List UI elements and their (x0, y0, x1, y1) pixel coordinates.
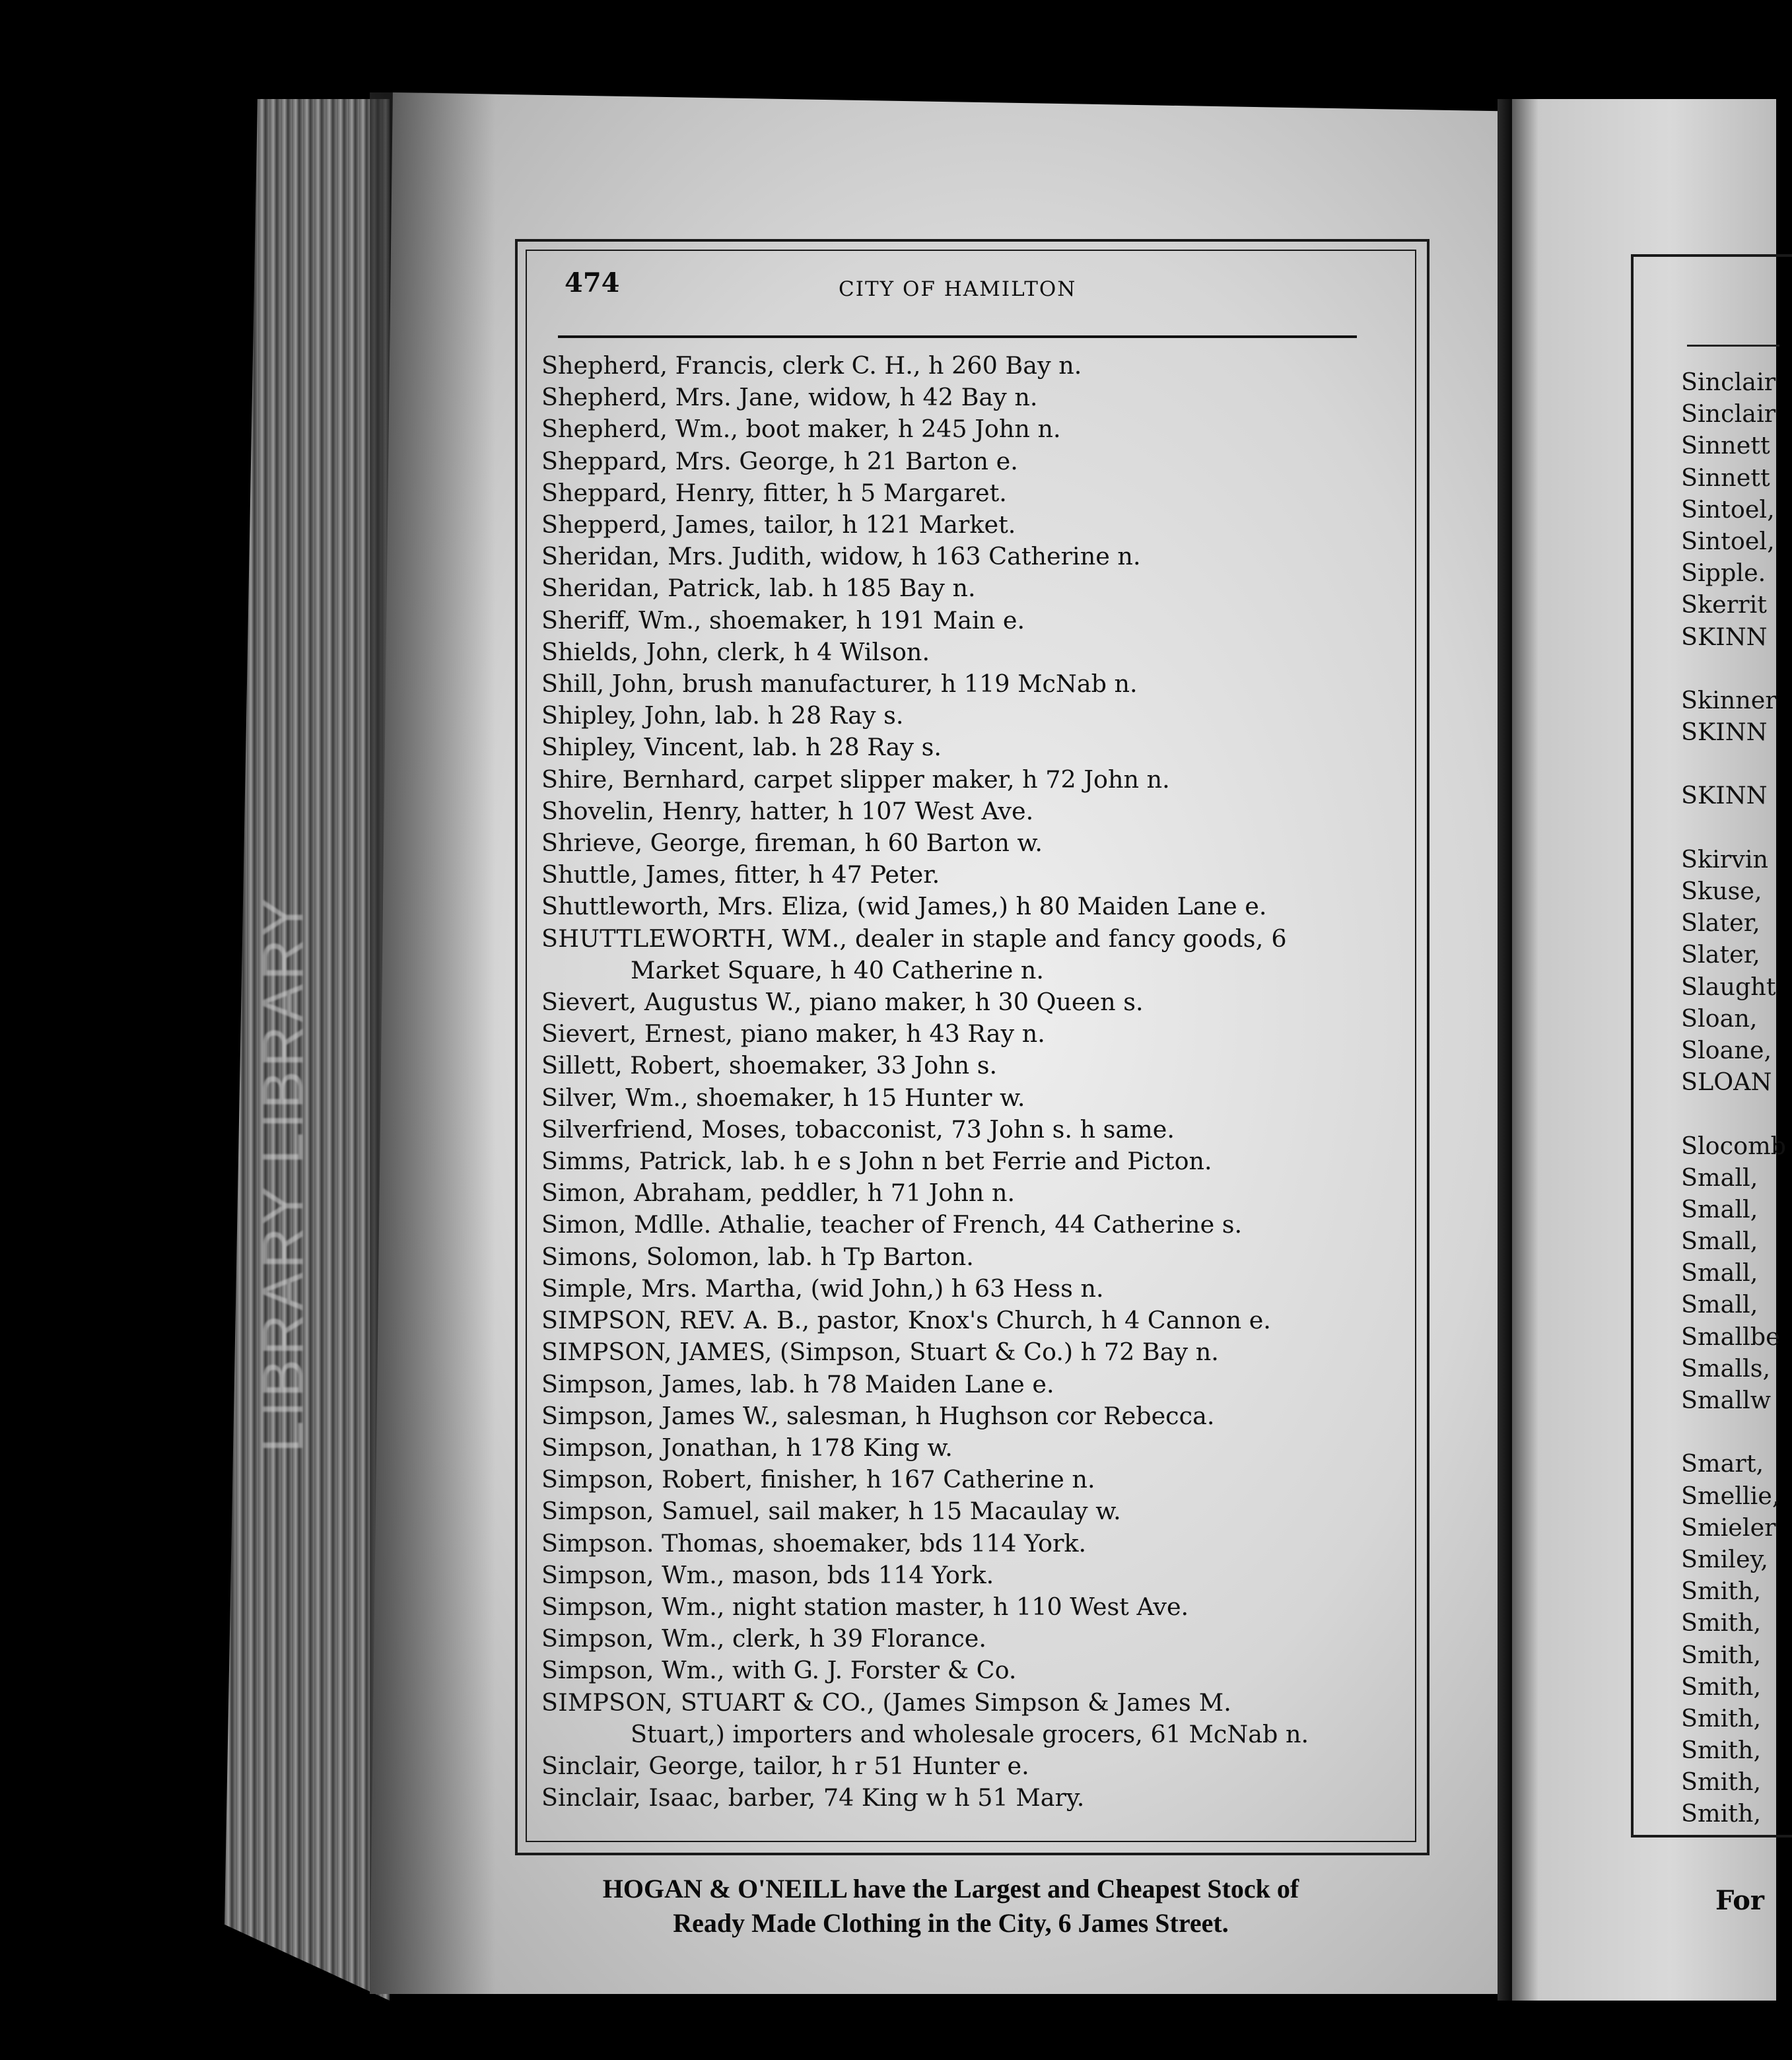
directory-entry: Simon, Mdlle. Athalie, teacher of French, 44 Catherine s. (541, 1210, 1243, 1239)
library-stamp: LIBRARY LIBRARY (252, 894, 315, 1453)
directory-entry: Simpson, Wm., clerk, h 39 Florance. (541, 1624, 986, 1653)
directory-entry: Silverfriend, Moses, tobacconist, 73 John s. h same. (541, 1115, 1175, 1144)
directory-entry: Simpson, Samuel, sail maker, h 15 Macaulay w. (541, 1497, 1121, 1526)
right-entry: Sipple. (1681, 559, 1766, 588)
right-entry: Smith, (1681, 1640, 1762, 1669)
directory-entry: Sheppard, Henry, fitter, h 5 Margaret. (541, 478, 1007, 507)
right-entry: Skuse, (1681, 877, 1762, 905)
directory-entry: Shepherd, Wm., boot maker, h 245 John n. (541, 415, 1061, 444)
right-entry: Sinnett (1681, 431, 1770, 460)
directory-entry: Simons, Solomon, lab. h Tp Barton. (541, 1242, 974, 1271)
directory-entry: Shire, Bernhard, carpet slipper maker, h 72 John n. (541, 765, 1170, 794)
right-entry: Small, (1681, 1290, 1758, 1319)
right-entry: Sloane, (1681, 1035, 1772, 1064)
directory-entry: Shepherd, Mrs. Jane, widow, h 42 Bay n. (541, 383, 1038, 412)
right-entry: Sintoel, (1681, 526, 1775, 555)
right-entry (1681, 1416, 1770, 1448)
directory-entry: Silver, Wm., shoemaker, h 15 Hunter w. (541, 1083, 1025, 1112)
directory-entry: Shuttleworth, Mrs. Eliza, (wid James,) h 80 Maiden Lane e. (541, 892, 1267, 921)
right-entry: Slocomb (1681, 1131, 1787, 1160)
page-number: 474 (565, 267, 620, 298)
footer-advertisement (515, 1872, 1387, 1940)
running-head: CITY OF HAMILTON (839, 277, 1077, 301)
right-entry: Smalls, (1681, 1354, 1771, 1383)
directory-entry: Simpson, Wm., with G. J. Forster & Co. (541, 1656, 1017, 1685)
directory-entry-continuation: Market Square, h 40 Catherine n. (631, 955, 1045, 984)
right-entry: Smith, (1681, 1768, 1762, 1797)
right-entry: Skerrit (1681, 590, 1767, 619)
directory-entry: Simple, Mrs. Martha, (wid John,) h 63 Hess n. (541, 1274, 1104, 1303)
right-entry: Smallw (1681, 1386, 1771, 1414)
directory-entry: Simpson, Jonathan, h 178 King w. (541, 1433, 953, 1462)
footer-ad-line-1: HOGAN & O'NEILL have the Largest and Cheapest Stock of (602, 1874, 1299, 1904)
directory-entry: Sinclair, George, tailor, h r 51 Hunter e. (541, 1751, 1029, 1780)
directory-entry: Shipley, Vincent, lab. h 28 Ray s. (541, 733, 942, 762)
right-entry: Smith, (1681, 1608, 1762, 1637)
directory-entry: Sheriff, Wm., shoemaker, h 191 Main e. (541, 605, 1025, 635)
right-entry: Smiley, (1681, 1544, 1768, 1573)
right-entry: Sintoel, (1681, 495, 1775, 524)
directory-entry: Shill, John, brush manufacturer, h 119 McNab n. (541, 670, 1138, 699)
right-entry (1681, 748, 1770, 780)
right-entry: Smith, (1681, 1799, 1762, 1828)
directory-entry: Shields, John, clerk, h 4 Wilson. (541, 637, 930, 666)
page-shadow (370, 92, 495, 1994)
right-entry: Sloan, (1681, 1004, 1758, 1033)
directory-entry: SHUTTLEWORTH, WM., dealer in staple and fancy goods, 6 (541, 924, 1287, 953)
directory-entry: Sinclair, Isaac, barber, 74 King w h 51 Mary. (541, 1783, 1085, 1812)
directory-entry: Sievert, Ernest, piano maker, h 43 Ray n. (541, 1019, 1045, 1048)
directory-entry: SIMPSON, STUART & CO., (James Simpson & James M. (541, 1688, 1232, 1717)
right-entry: Small, (1681, 1163, 1758, 1192)
right-entry: Slaught (1681, 972, 1776, 1001)
directory-entry: Shipley, John, lab. h 28 Ray s. (541, 701, 904, 730)
directory-entry: Simpson, Robert, finisher, h 167 Catherine n. (541, 1465, 1095, 1494)
right-entry: Smith, (1681, 1577, 1762, 1606)
right-entry: Skinner (1681, 685, 1777, 714)
right-entry (1681, 653, 1770, 685)
directory-entry: Shepperd, James, tailor, h 121 Market. (541, 510, 1016, 539)
directory-entry: Simpson, Wm., mason, bds 114 York. (541, 1560, 994, 1589)
directory-entry: Simpson, Wm., night station master, h 110 West Ave. (541, 1592, 1189, 1621)
right-entry: Small, (1681, 1227, 1758, 1256)
right-entry (1681, 1098, 1770, 1130)
footer-ad-line-2: Ready Made Clothing in the City, 6 James Street. (673, 1908, 1229, 1938)
right-entry: Smallbe (1681, 1322, 1780, 1351)
right-entry: Smellie, (1681, 1481, 1780, 1510)
right-entry: SKINN (1681, 781, 1768, 810)
directory-entry: Sievert, Augustus W., piano maker, h 30 Queen s. (541, 988, 1144, 1017)
right-entry: SLOAN (1681, 1068, 1772, 1097)
right-entry: Smith, (1681, 1736, 1762, 1765)
right-entry (1681, 812, 1770, 844)
directory-entry: Simpson, James W., salesman, h Hughson cor Rebecca. (541, 1401, 1215, 1430)
directory-entry: Sheridan, Mrs. Judith, widow, h 163 Catherine n. (541, 542, 1141, 571)
right-page-entries (1681, 366, 1787, 1830)
directory-entry: Sheridan, Patrick, lab. h 185 Bay n. (541, 574, 976, 603)
right-entry: SKINN (1681, 622, 1768, 651)
right-entry: Small, (1681, 1258, 1758, 1288)
directory-entry: Simon, Abraham, peddler, h 71 John n. (541, 1179, 1016, 1208)
right-entry: SKINN (1681, 718, 1768, 747)
right-entry: Smart, (1681, 1449, 1764, 1478)
right-entry: Sinclair (1681, 368, 1776, 396)
directory-entry: Shepherd, Francis, clerk C. H., h 260 Bay n. (541, 351, 1082, 380)
directory-entry-continuation: Stuart,) importers and wholesale grocers, 61 McNab n. (631, 1719, 1309, 1748)
right-entry: Small, (1681, 1194, 1758, 1223)
directory-entries (541, 350, 1400, 1814)
directory-entry: Shuttle, James, fitter, h 47 Peter. (541, 860, 940, 889)
directory-entry: Sheppard, Mrs. George, h 21 Barton e. (541, 446, 1018, 475)
right-entry: Skirvin (1681, 844, 1769, 874)
right-entry: Slater, (1681, 909, 1760, 938)
right-entry: Smieler (1681, 1513, 1776, 1542)
right-entry: Sinclair (1681, 399, 1776, 429)
right-entry: Smith, (1681, 1703, 1762, 1733)
right-page-footer: For (1715, 1885, 1764, 1916)
right-entry: Smith, (1681, 1672, 1762, 1701)
header-rule (558, 335, 1357, 338)
directory-entry: Shrieve, George, fireman, h 60 Barton w. (541, 829, 1043, 858)
directory-entry: SIMPSON, JAMES, (Simpson, Stuart & Co.) h 72 Bay n. (541, 1338, 1219, 1367)
directory-entry: Simms, Patrick, lab. h e s John n bet Ferrie and Picton. (541, 1147, 1212, 1176)
directory-entry: Simpson, James, lab. h 78 Maiden Lane e. (541, 1369, 1054, 1398)
directory-entry: Shovelin, Henry, hatter, h 107 West Ave. (541, 796, 1034, 825)
right-entry: Slater, (1681, 940, 1760, 969)
directory-entry: Sillett, Robert, shoemaker, 33 John s. (541, 1051, 998, 1080)
right-page-head-rule (1687, 345, 1779, 347)
directory-entry: Simpson. Thomas, shoemaker, bds 114 York. (541, 1528, 1087, 1558)
right-entry: Sinnett (1681, 463, 1770, 492)
directory-entry: SIMPSON, REV. A. B., pastor, Knox's Church, h 4 Cannon e. (541, 1306, 1271, 1335)
